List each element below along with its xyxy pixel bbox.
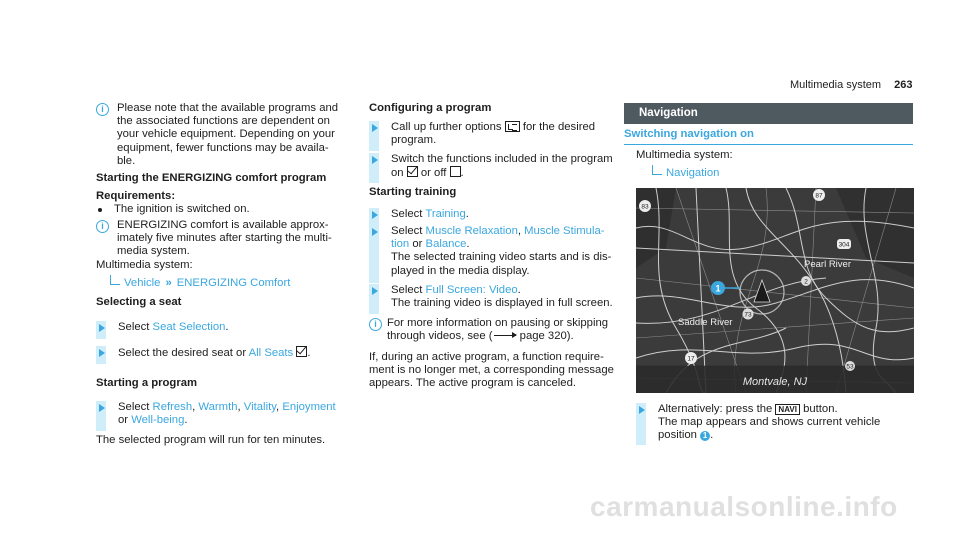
step-text: Select Full Screen: Video. The training video is displayed in full screen. [391,284,613,310]
step-text: Switch the functions included in the program on or off . [391,153,613,180]
note-energizing-availability [117,219,332,259]
muscle-stimulation-option[interactable]: Muscle Stimula- [524,225,605,237]
note-line: For more information on pausing or skipping [387,317,609,329]
step-full-screen [369,284,629,314]
position-badge: 1 [700,431,710,441]
step-verb: Select [118,401,150,413]
info-icon: i [96,103,109,116]
step-text: Alternatively: press the NAVI button. The map appears and shows current vehicle position 1 . [658,403,881,442]
program-warmth[interactable]: Warmth [198,401,238,413]
page-number: 263 [894,79,913,91]
heading-start-energizing: Starting the ENERGIZING comfort program [96,172,327,184]
step-verb: Select [118,321,150,333]
step-text: Select the desired seat or All Seats . [118,347,311,359]
off-text: or off [420,167,447,180]
note-more-info [387,317,608,343]
header-section: Multimedia system [790,79,882,91]
step-select-program [96,401,356,431]
step-arrow-icon [99,324,105,332]
path-arrow-icon [652,165,662,175]
map-appears-text: The map appears and shows current vehicle [658,416,881,429]
options-icon [505,121,520,132]
step-arrow-icon [372,124,378,132]
step-press-navi [636,403,916,445]
step-arrow-icon [372,228,378,236]
route-shield: 2 [804,278,808,286]
route-shield: 87 [815,192,823,200]
step-text-pre: Call up further options [391,121,502,133]
balance-option[interactable]: Balance [425,238,467,251]
step-select-seat-selection [96,321,336,339]
program-refresh[interactable]: Refresh [152,401,193,413]
step-text-line1: Switch the functions included in the program [391,153,613,165]
section-title-bar [624,103,913,124]
checkbox-checked-icon [296,346,307,357]
step-arrow-icon [372,211,378,219]
step-arrow-icon [372,156,378,164]
muscle-stimulation-option-cont[interactable]: tion [391,238,410,251]
step-text: Select Training. [391,208,469,220]
path-arrow-icon [110,275,120,285]
navigation-map[interactable] [636,188,914,393]
step-text-pre: Alternatively: press the [658,403,773,415]
checkbox-checked-icon [407,166,418,177]
program-vitality[interactable]: Vitality [243,401,277,413]
info-icon: i [96,220,109,233]
path-energizing[interactable]: ENERGIZING Comfort [176,277,291,289]
section-title: Navigation [639,107,698,119]
path-navigation[interactable]: Navigation [666,167,720,179]
map-city-pearl-river: Pearl River [804,259,851,270]
heading-training: Starting training [369,186,457,198]
note-line: your vehicle equipment. Depending on your [117,128,335,141]
heading-configuring: Configuring a program [369,102,492,114]
position-marker: 1 [715,283,721,294]
position-text: position [658,429,697,442]
route-shield: 17 [687,355,695,363]
on-text: on [391,167,404,180]
step-text [391,121,595,147]
note-line-pre: through videos, see ( [387,330,493,343]
note-line: Please note that the available programs and [117,102,339,114]
note-availability [117,102,338,168]
or-text: or [412,238,423,251]
step-call-up-options [369,121,629,151]
route-shield: 83 [641,203,649,211]
step-switch-functions [369,153,629,183]
navi-button-icon: NAVI [775,404,800,415]
step-text: Select Refresh, Warmth, Vitality, Enjoyment or Well-being. [118,401,336,427]
all-seats-option[interactable]: All Seats [248,347,294,359]
requirements-label: Requirements: [96,190,176,202]
step-select-seat [96,346,336,364]
closing-text: The selected program will run for ten minutes. [96,434,326,446]
note-line: equipment, fewer functions may be availa- [117,141,329,154]
note-line: media system. [117,245,190,258]
heading-select-seat: Selecting a seat [96,296,182,308]
info-icon: i [369,318,382,331]
page-reference[interactable]: page 320). [519,330,574,343]
map-city-saddle-river: Saddle River [678,317,733,328]
program-well-being[interactable]: Well-being [131,414,185,427]
map-caption: Montvale, NJ [742,376,808,388]
step-arrow-icon [372,287,378,295]
map-graphic [636,188,914,393]
step-arrow-icon [639,406,645,414]
route-shield: 53 [846,363,854,371]
multimedia-system-label: Multimedia system: [96,259,193,271]
full-screen-desc: The training video is displayed in full screen. [391,297,613,310]
training-started-text: The selected training video starts and is dis- [391,251,612,264]
or-text: or [118,414,129,427]
step-arrow-icon [99,404,105,412]
step-text-pre: Select the desired seat or [118,347,247,359]
heading-start-program: Starting a program [96,377,198,389]
para-line: If, during an active program, a function require- [369,351,604,363]
menu-path [652,165,719,180]
full-screen-video-option[interactable]: Full Screen: Video [425,284,518,296]
subheading: Switching navigation on [624,128,913,145]
para-line: ment is no longer met, a corresponding message [369,364,614,377]
step-arrow-icon [99,349,105,357]
muscle-relaxation-option[interactable]: Muscle Relaxation [425,225,518,237]
step-text: Select Muscle Relaxation, Muscle Stimula- tion or Balance. The selected training video starts and is dis- played in the media display. [391,225,612,277]
menu-path [110,275,290,290]
training-option[interactable]: Training [425,208,466,220]
step-text-line2: program. [391,134,437,147]
route-shield: 73 [744,311,752,319]
double-chevron-icon: » [165,277,172,289]
watermark: carmanualsonline.info [590,491,898,522]
running-header [790,79,913,92]
multimedia-system-label: Multimedia system: [636,149,733,161]
note-line: imately five minutes after starting the multi- [117,232,332,245]
program-enjoyment[interactable]: Enjoyment [282,401,336,413]
step-text: Select Seat Selection. [118,321,229,333]
step-verb: Select [391,208,423,220]
note-line: the associated functions are dependent on [117,115,330,128]
seat-selection-option[interactable]: Seat Selection [152,321,226,333]
page-reference-arrow-icon [494,335,516,336]
para-line: appears. The active program is canceled. [369,377,577,390]
note-line: ble. [117,154,136,167]
requirement-item: The ignition is switched on. [114,203,250,215]
step-select-training [369,208,629,226]
step-select-training-type [369,225,629,283]
training-started-text: played in the media display. [391,264,530,277]
route-shield: 304 [838,241,850,249]
step-verb: Select [391,225,423,237]
bullet [98,208,102,212]
cancel-paragraph [369,351,614,391]
step-text-post: for the desired [522,121,596,133]
note-line: ENERGIZING comfort is available approx- [117,219,329,231]
step-verb: Select [391,284,423,296]
step-text-post: button. [803,403,838,415]
path-vehicle[interactable]: Vehicle [124,277,161,289]
checkbox-empty-icon [450,166,461,177]
